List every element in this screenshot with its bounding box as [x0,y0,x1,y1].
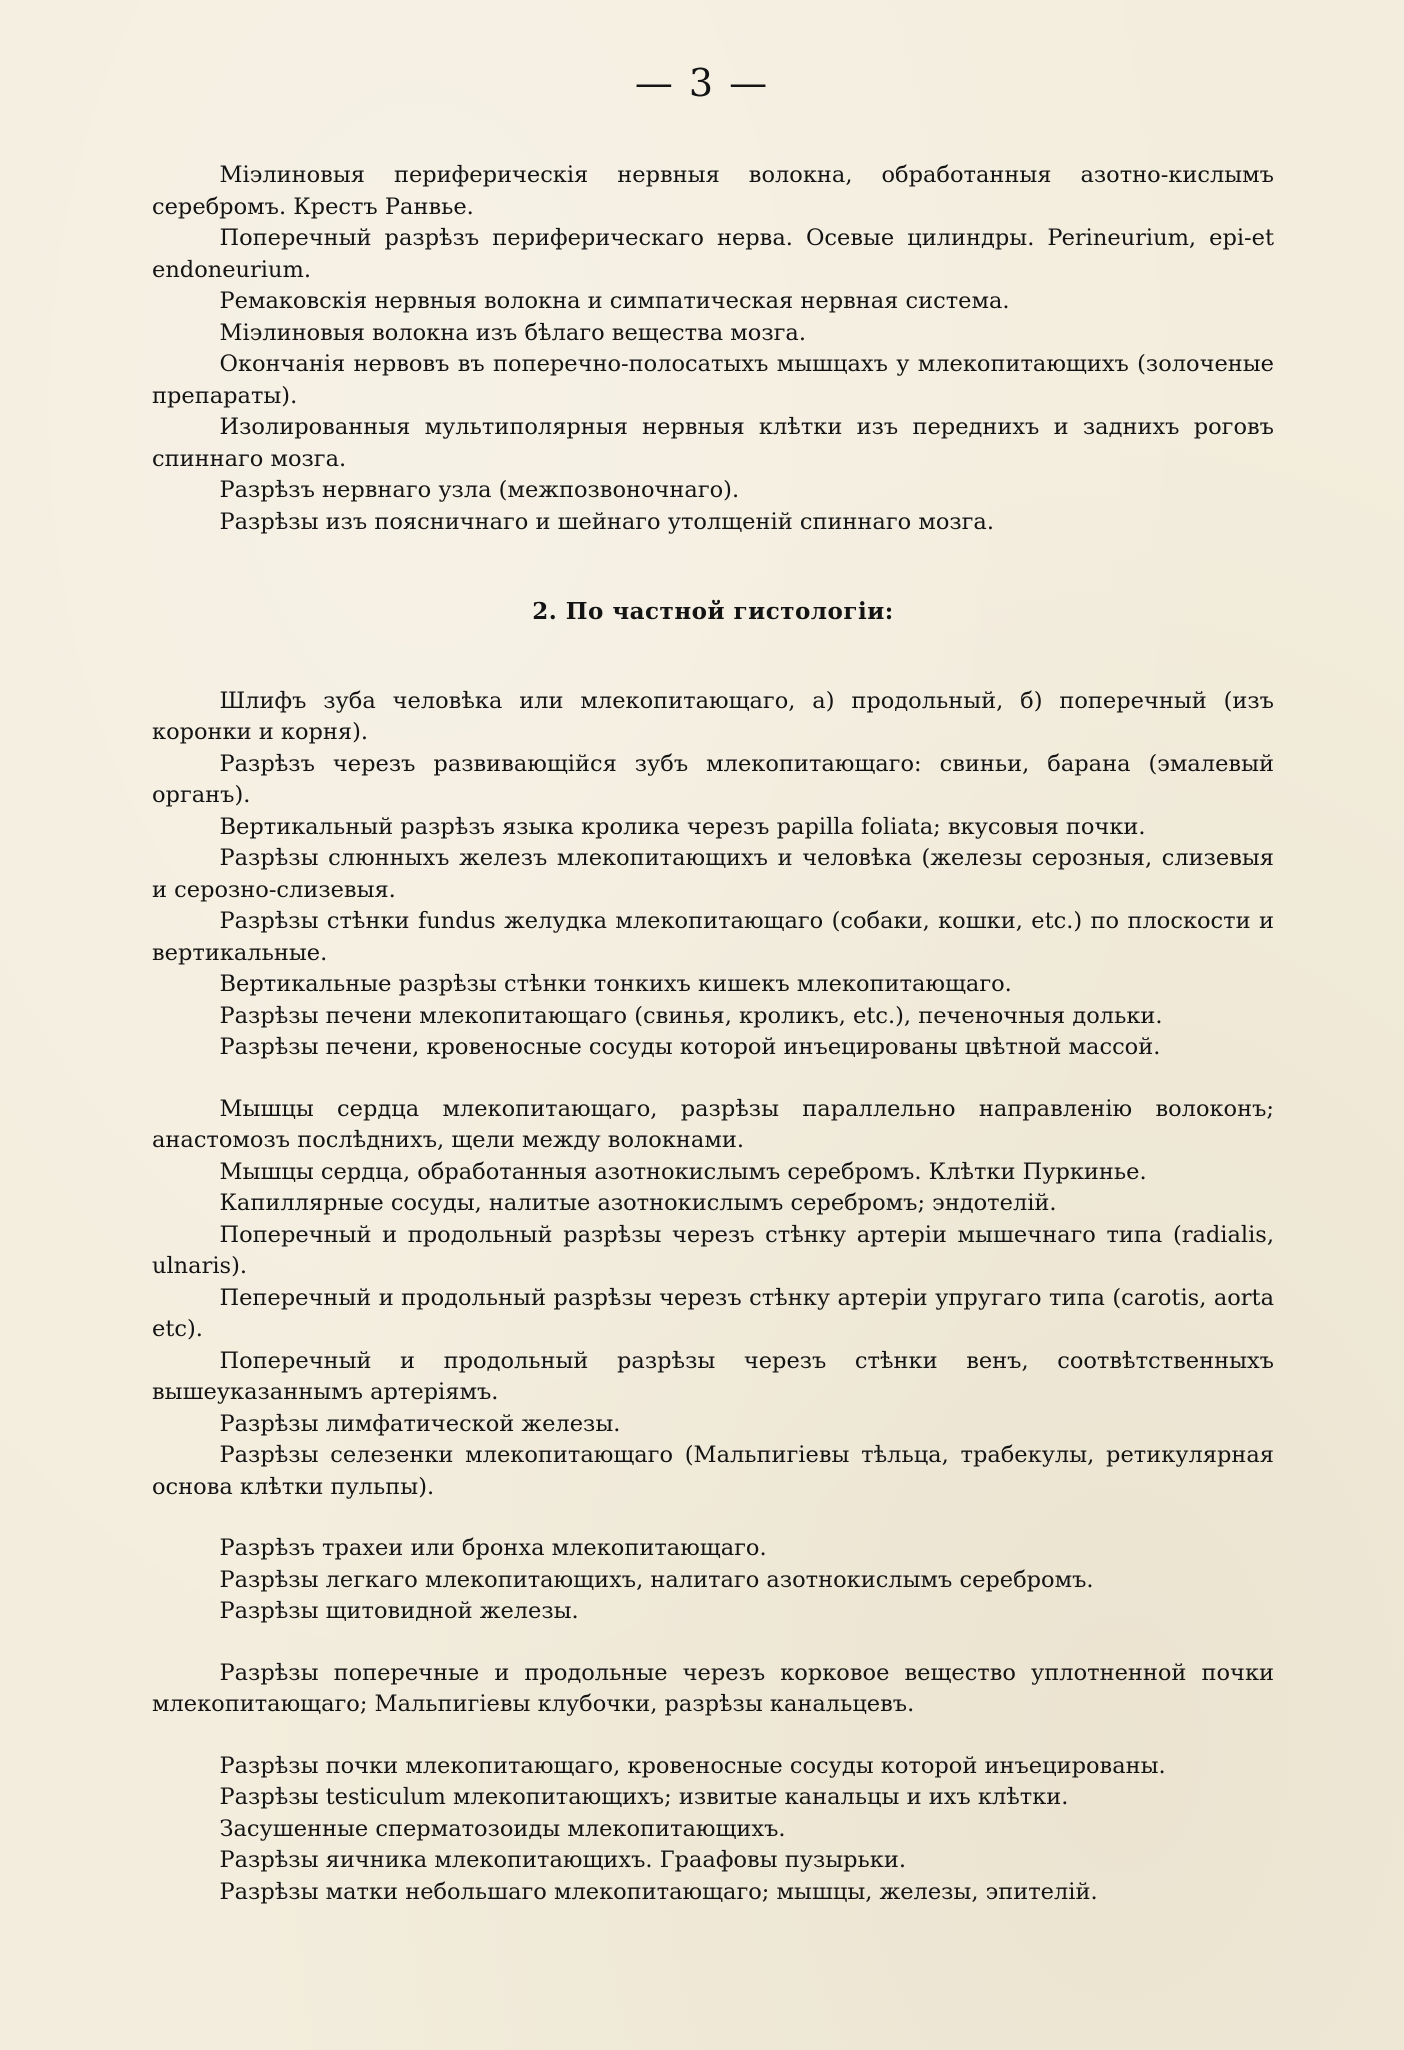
list-item: Разрѣзы матки небольшаго млекопитающаго; мышцы, железы, эпителій. [219,1878,1098,1905]
list-item: Поперечный и продольный разрѣзы черезъ стѣнки венъ, соотвѣтственныхъ вышеуказаннымъ артеріямъ. [152,1347,1274,1405]
paragraph-gap [152,1628,1274,1658]
list-item: Разрѣзы лимфатической железы. [219,1410,621,1437]
respiratory-list [152,1533,1274,1628]
list-item: Разрѣзы щитовидной железы. [219,1598,579,1624]
list-item: Міэлиновыя периферическія нервныя волокна, обработанныя азотно-кислымъ серебромъ. Крестъ Ранвье. [152,162,1274,220]
list-item: Капиллярные сосуды, налитые азотнокислымъ серебромъ; эндотелій. [219,1190,1057,1216]
list-item: Разрѣзы печени млекопитающаго (свинья, кроликъ, etc.), печеночныя дольки. [219,1002,1163,1029]
urogenital-list [152,1751,1274,1909]
list-item: Разрѣзы testiculum млекопитающихъ; извитые канальцы и ихъ клѣтки. [219,1784,1069,1810]
paragraph-gap [152,1064,1274,1094]
document-body [152,160,1274,1908]
list-item: Разрѣзъ черезъ развивающійся зубъ млекопитающаго: свиньи, барана (эмалевый органъ). [152,750,1274,808]
circulatory-list [152,1094,1274,1504]
list-item: Ремаковскія нервныя волокна и симпатическая нервная система. [219,288,1010,314]
list-item: Разрѣзы поперечные и продольные черезъ корковое вещество уплотненной почки млекопитающаго; Мальпигіевы клубочки, разрѣзы канальцевъ. [152,1659,1274,1717]
page-number: — 3 — [634,61,770,105]
list-item: Разрѣзы легкаго млекопитающихъ, налитаго азотнокислымъ серебромъ. [219,1566,1094,1593]
list-item: Шлифъ зуба человѣка или млекопитающаго, а) продольный, б) поперечный (изъ коронки и корня). [152,687,1274,745]
list-item: Разрѣзы селезенки млекопитающаго (Мальпигіевы тѣльца, трабекулы, ретикулярная основа клѣтки пульпы). [152,1442,1274,1500]
paragraph-gap [152,1503,1274,1533]
list-item: Засушенные сперматозоиды млекопитающихъ. [219,1815,786,1842]
list-item: Разрѣзъ трахеи или бронха млекопитающаго. [219,1535,767,1561]
paragraph-gap [152,1721,1274,1751]
list-item: Разрѣзы почки млекопитающаго, кровеносные сосуды которой инъецированы. [219,1752,1166,1779]
list-item: Разрѣзы стѣнки fundus желудка млекопитающаго (собаки, кошки, etc.) по плоскости и вертикальные. [152,908,1274,966]
list-item: Разрѣзъ нервнаго узла (межпозвоночнаго). [219,477,740,503]
list-item: Разрѣзы слюнныхъ железъ млекопитающихъ и человѣка (железы серозныя, слизевыя и серозно-слизевыя. [152,845,1274,903]
general-histology-list [152,160,1274,538]
list-item: Поперечный и продольный разрѣзы черезъ стѣнку артеріи мышечнаго типа (radialis, ulnaris). [152,1221,1274,1279]
kidney-list [152,1658,1274,1721]
list-item: Окончанія нервовъ въ поперечно-полосатыхъ мышцахъ у млекопитающихъ (золоченые препараты). [152,351,1274,409]
digestive-list [152,686,1274,1064]
list-item: Пеперечный и продольный разрѣзы черезъ стѣнку артеріи упругаго типа (carotis, aorta etc). [152,1284,1274,1342]
list-item: Мышцы сердца, обработанныя азотнокислымъ серебромъ. Клѣтки Пуркинье. [219,1158,1147,1185]
list-item: Вертикальные разрѣзы стѣнки тонкихъ кишекъ млекопитающаго. [219,971,1012,997]
list-item: Изолированныя мультиполярныя нервныя клѣтки изъ переднихъ и заднихъ роговъ спиннаго мозга. [152,414,1274,472]
list-item: Разрѣзы яичника млекопитающихъ. Граафовы пузырьки. [219,1847,906,1873]
list-item: Міэлиновыя волокна изъ бѣлаго вещества мозга. [219,319,806,346]
list-item: Поперечный разрѣзъ периферическаго нерва. Осевые цилиндры. Perineurium, epi-et endoneurium. [152,225,1274,283]
list-item: Разрѣзы печени, кровеносные сосуды которой инъецированы цвѣтной массой. [219,1034,1161,1060]
list-item: Мышцы сердца млекопитающаго, разрѣзы параллельно направленію волоконъ; анастомозъ послѣднихъ, щели между волокнами. [152,1095,1274,1153]
list-item: Разрѣзы изъ поясничнаго и шейнаго утолщеній спиннаго мозга. [219,508,995,535]
list-item: Вертикальный разрѣзъ языка кролика черезъ papilla foliata; вкусовыя почки. [219,813,1146,840]
section-heading: 2. По частной гистологіи: [532,598,894,625]
